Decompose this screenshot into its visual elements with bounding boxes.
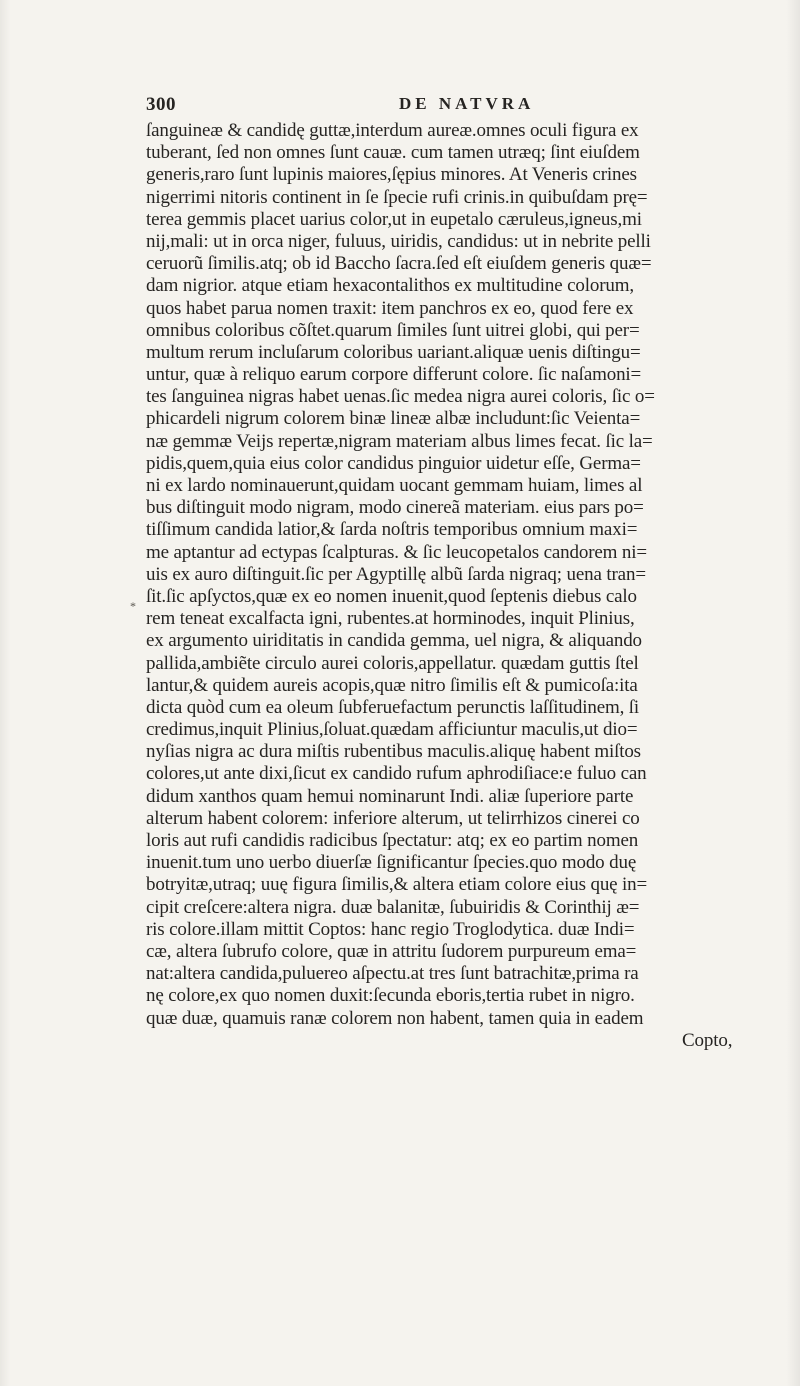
text-line: nigerrimi nitoris continent in ſe ſpecie rufi crinis.in quibuſdam prę= (146, 186, 648, 208)
text-line: phicardeli nigrum colorem binæ lineæ albæ includunt:ſic Veienta= (146, 408, 641, 430)
text-line: nat:altera candida,puluereo aſpectu.at tres ſunt batrachitæ,prima ra (146, 963, 639, 985)
text-line: ſit.ſic apſyctos,quæ ex eo nomen inuenit,quod ſeptenis diebus calo (146, 585, 637, 607)
body-text (146, 120, 796, 1052)
running-head (146, 94, 706, 120)
text-line: credimus,inquit Plinius,ſoluat.quædam afficiuntur maculis,ut dio= (146, 719, 638, 741)
text-line: cipit creſcere:altera nigra. duæ balanitæ, ſubuiridis & Corinthij æ= (146, 896, 640, 918)
text-line: bus diſtinguit modo nigram, modo cinereã materiam. eius pars po= (146, 497, 644, 519)
text-line: didum xanthos quam hemui nominarunt Indi. aliæ ſuperiore parte (146, 785, 634, 807)
text-line: loris aut rufi candidis radicibus ſpectatur: atq; ex eo partim nomen (146, 830, 639, 851)
text-line: ceruorũ ſimilis.atq; ob id Baccho ſacra.ſed eſt eiuſdem generis quæ= (146, 253, 652, 275)
text-line: pallida,ambiẽte circulo aurei coloris,appellatur. quædam guttis ſtel (146, 652, 639, 674)
text-line: pidis,quem,quia eius color candidus pinguior uidetur eſſe, Germa= (146, 452, 641, 474)
text-line: colores,ut ante dixi,ſicut ex candido rufum aphrodiſiace:e fuluo can (146, 763, 647, 785)
catchword: Copto, (682, 1029, 733, 1051)
text-line: nę colore,ex quo nomen duxit:ſecunda eboris,tertia rubet in nigro. (146, 985, 635, 1007)
text-line: næ gemmæ Veijs repertæ,nigram materiam albus limes fecat. ſic la= (146, 430, 653, 452)
text-line: tes ſanguinea nigras habet uenas.ſic medea nigra aurei coloris, ſic o= (146, 386, 655, 408)
text-line: multum rerum incluſarum coloribus uariant.aliquæ uenis diſtingu= (146, 341, 641, 363)
text-line: lantur,& quidem aureis acopis,quæ nitro ſimilis eſt & pumicoſa:ita (146, 674, 638, 696)
text-line: dicta quòd cum ea oleum ſubferuefactum perunctis laſſitudinem, ſi (146, 696, 640, 718)
text-line: dam nigrior. atque etiam hexacontalithos ex multitudine colorum, (146, 275, 634, 297)
text-line: nij,mali: ut in orca niger, fuluus, uiridis, candidus: ut in nebrite pelli (146, 230, 651, 252)
text-line: untur, quæ à reliquo earum corpore differunt colore. ſic naſamoni= (146, 364, 642, 386)
text-line: inuenit.tum uno uerbo diuerſæ ſignificantur ſpecies.quo modo duę (146, 852, 637, 874)
text-line: ex argumento uiriditatis in candida gemma, uel nigra, & aliquando (146, 630, 642, 652)
text-line: nyſias nigra ac dura miſtis rubentibus maculis.aliquę habent miſtos (146, 741, 641, 763)
text-line: tuberant, ſed non omnes ſunt cauæ. cum tamen utræq; ſint eiuſdem (146, 142, 640, 164)
text-line: rem teneat excalfacta igni, rubentes.at horminodes, inquit Plinius, (146, 608, 635, 630)
text-line: ni ex lardo nominauerunt,quidam uocant gemmam huiam, limes al (146, 475, 643, 496)
text-line: alterum habent colorem: inferiore alterum, ut telirrhizos cinerei co (146, 807, 640, 829)
text-line: quos habet parua nomen traxit: item panchros ex eo, quod fere ex (146, 297, 634, 319)
text-line: botryitæ,utraq; uuę figura ſimilis,& altera etiam colore eius quę in= (146, 874, 648, 896)
text-line: me aptantur ad ectypas ſcalpturas. & ſic leucopetalos candorem ni= (146, 541, 647, 563)
margin-mark: * (130, 599, 136, 613)
text-line: uis ex auro diſtinguit.ſic per Agyptillę albũ ſarda nigraq; uena tran= (146, 563, 646, 585)
text-line: omnibus coloribus cõſtet.quarum ſimiles ſunt uitrei globi, qui per= (146, 319, 640, 341)
text-line: ſanguineæ & candidę guttæ,interdum aureæ.omnes oculi figura ex (146, 120, 639, 141)
text-line: quæ duæ, quamuis ranæ colorem non habent, tamen quia in eadem (146, 1007, 644, 1029)
text-line: ris colore.illam mittit Coptos: hanc regio Troglodytica. duæ Indi= (146, 918, 635, 940)
text-line: tiſſimum candida latior,& ſarda noſtris temporibus omnium maxi= (146, 519, 638, 541)
page-number: 300 (146, 94, 176, 115)
text-line: terea gemmis placet uarius color,ut in eupetalo cæruleus,igneus,mi (146, 208, 642, 230)
text-line: generis,raro ſunt lupinis maiores,ſępius minores. At Veneris crines (146, 164, 637, 186)
text-line: cæ, altera ſubrufo colore, quæ in attritu ſudorem purpureum ema= (146, 940, 637, 962)
running-title: DE NATVRA (399, 94, 535, 113)
page-gutter-shadow (0, 0, 10, 1386)
